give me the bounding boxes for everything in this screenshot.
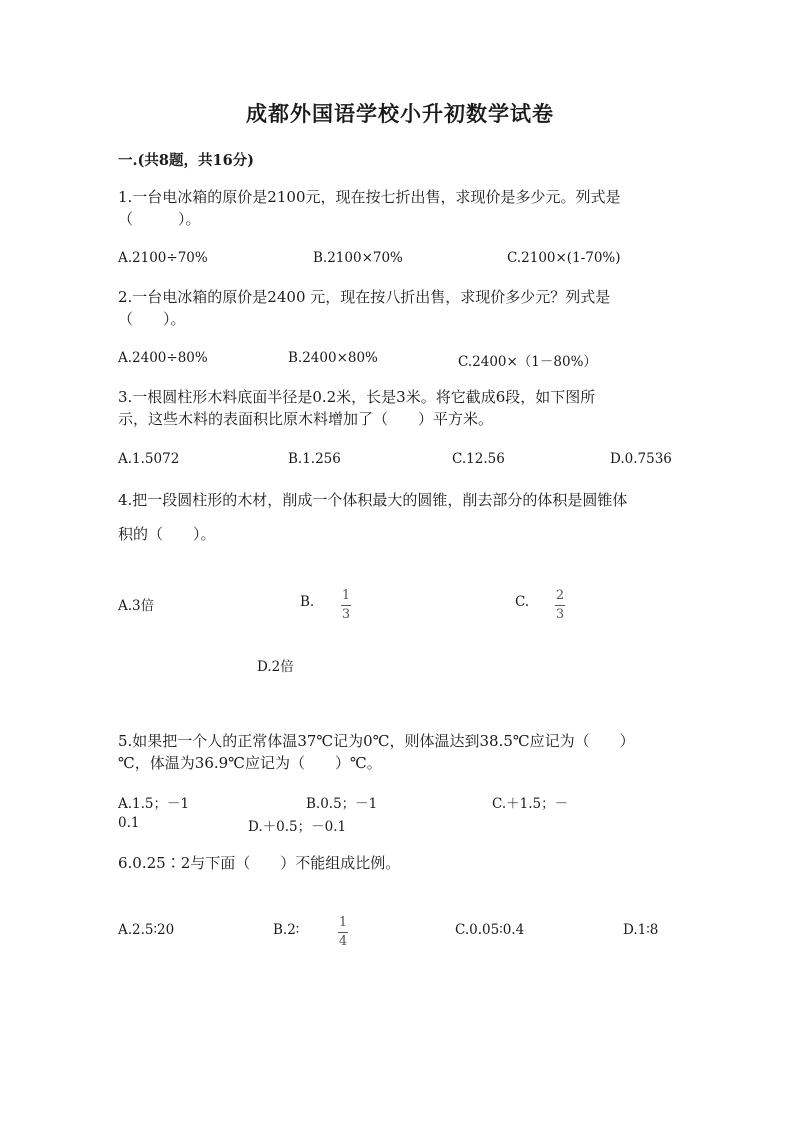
question-2-blank: （ ）。 xyxy=(118,310,186,328)
question-3-option-a: A.1.5072 xyxy=(118,451,180,467)
question-5-option-b: B.0.5；－1 xyxy=(306,796,378,812)
question-5-option-a: A.1.5；－1 xyxy=(118,796,190,812)
fraction-numerator: 1 xyxy=(341,588,351,603)
fraction-denominator: 3 xyxy=(341,607,351,622)
fraction-bar xyxy=(341,605,351,606)
section-heading: 一.(共8题，共16分) xyxy=(118,152,255,169)
question-1-option-a: A.2100÷70% xyxy=(118,250,208,266)
question-3-text-cont: 示，这些木料的表面积比原木料增加了（ ）平方米。 xyxy=(118,410,494,428)
question-1-blank: （ ）。 xyxy=(118,210,201,228)
fraction-denominator: 4 xyxy=(338,934,348,949)
question-6-option-b: B.2∶ xyxy=(273,922,300,938)
page-title: 成都外国语学校小升初数学试卷 xyxy=(246,101,554,126)
fraction-numerator: 2 xyxy=(555,588,565,603)
question-6-option-b-fraction xyxy=(338,916,348,949)
question-3-option-c: C.12.56 xyxy=(452,451,505,467)
question-5-option-c: C.＋1.5；－ xyxy=(492,796,569,812)
question-3-option-d: D.0.7536 xyxy=(610,451,672,467)
question-4-option-c-fraction xyxy=(555,589,565,622)
question-4-option-b-fraction xyxy=(341,589,351,622)
question-5-text-cont: ℃，体温为36.9℃应记为（ ）℃。 xyxy=(118,754,382,772)
question-4-option-d: D.2倍 xyxy=(257,659,294,675)
question-4-option-c: C. xyxy=(515,594,530,610)
question-4-option-a: A.3倍 xyxy=(118,598,155,614)
question-6-option-c: C.0.05∶0.4 xyxy=(455,922,525,938)
question-2-option-c: C.2400×（1－80%） xyxy=(458,354,597,370)
question-6-text: 6.0.25∶2与下面（ ）不能组成比例。 xyxy=(118,854,401,872)
question-2-option-b: B.2400×80% xyxy=(288,350,378,366)
question-4-blank: 积的（ ）。 xyxy=(118,525,216,543)
question-2-text: 2.一台电冰箱的原价是2400 元，现在按八折出售，求现价多少元？列式是 xyxy=(118,288,611,306)
question-5-option-c-cont: 0.1 xyxy=(118,815,140,831)
question-5-text: 5.如果把一个人的正常体温37℃记为0℃，则体温达到38.5℃应记为（ ） xyxy=(118,732,635,750)
fraction-numerator: 1 xyxy=(338,915,348,930)
question-4-text: 4.把一段圆柱形的木材，削成一个体积最大的圆锥，削去部分的体积是圆锥体 xyxy=(118,491,628,509)
question-1-option-c: C.2100×(1-70%) xyxy=(507,250,621,266)
question-6-option-a: A.2.5∶20 xyxy=(118,922,175,938)
question-3-option-b: B.1.256 xyxy=(288,451,341,467)
question-1-text: 1.一台电冰箱的原价是2100元，现在按七折出售，求现价是多少元。列式是 xyxy=(118,188,621,206)
fraction-bar xyxy=(555,605,565,606)
question-6-option-d: D.1∶8 xyxy=(623,922,659,938)
question-5-option-d: D.＋0.5；－0.1 xyxy=(248,819,347,835)
question-2-option-a: A.2400÷80% xyxy=(118,350,208,366)
question-3-text: 3.一根圆柱形木料底面半径是0.2米，长是3米。将它截成6段，如下图所 xyxy=(118,388,596,406)
question-4-option-b: B. xyxy=(300,594,315,610)
fraction-denominator: 3 xyxy=(555,607,565,622)
question-1-option-b: B.2100×70% xyxy=(313,250,403,266)
fraction-bar xyxy=(338,932,348,933)
